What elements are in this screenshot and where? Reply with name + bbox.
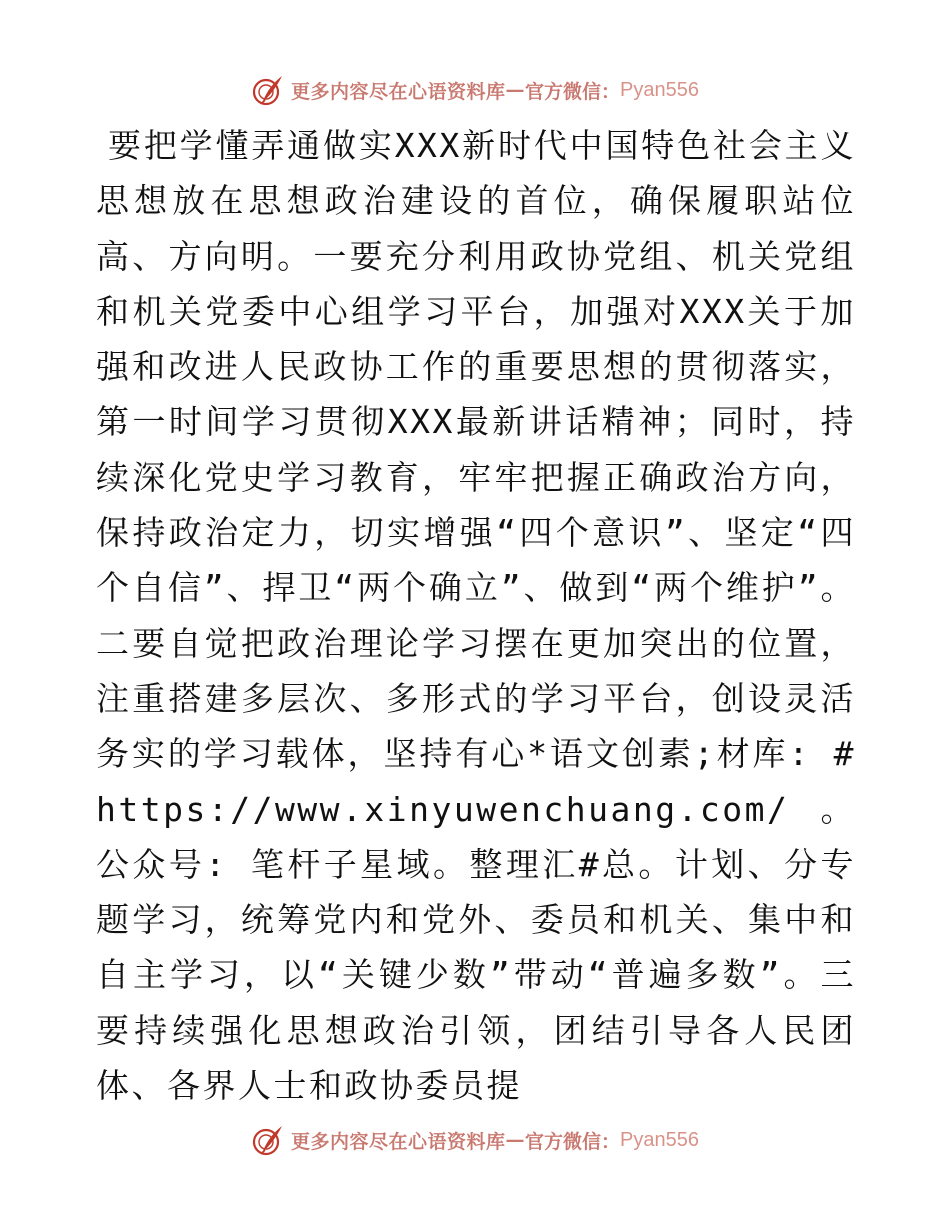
- header-wechat-id: Pyan556: [620, 78, 699, 101]
- header-watermark: [0, 70, 950, 110]
- feather-quill-icon: [251, 1123, 285, 1157]
- feather-quill-icon: [251, 73, 285, 107]
- footer-wechat-label: 官方微信：: [525, 1130, 621, 1153]
- header-dash: —: [505, 79, 526, 101]
- header-watermark-text: 更多内容尽在心语资料库: [291, 80, 506, 103]
- footer-dash: —: [505, 1129, 526, 1151]
- footer-watermark-text: 更多内容尽在心语资料库: [291, 1130, 506, 1153]
- footer-watermark: [0, 1120, 950, 1160]
- header-wechat-label: 官方微信：: [525, 80, 621, 103]
- document-body: [96, 118, 856, 1108]
- document-paragraph: 要把学懂弄通做实XXX新时代中国特色社会主义思想放在思想政治建设的首位，确保履职站位高、方向明。一要充分利用政协党组、机关党组和机关党委中心组学习平台，加强对XXX关于加强和改进人民政协工作的重要思想的贯彻落实，第一时间学习贯彻XXX最新讲话精神；同时，持续深化党史学习教育，牢牢把握正确政治方向，保持政治定力，切实增强“四个意识”、坚定“四个自信”、捍卫“两个确立”、做到“两个维护”。二要自觉把政治理论学习摆在更加突出的位置，注重搭建多层次、多形式的学习平台，创设灵活务实的学习载体，坚持有心*语文创素;材库: #https://www.xinyuwenchuang.com/。公众号: 笔杆子星域。整理汇#总。计划、分专题学习，统筹党内和党外、委员和机关、集中和自主学习，以“关键少数”带动“普遍多数”。三要持续强化思想政治引领，团结引导各人民团体、各界人士和政协委员提: [96, 126, 856, 1106]
- footer-wechat-id: Pyan556: [620, 1128, 699, 1151]
